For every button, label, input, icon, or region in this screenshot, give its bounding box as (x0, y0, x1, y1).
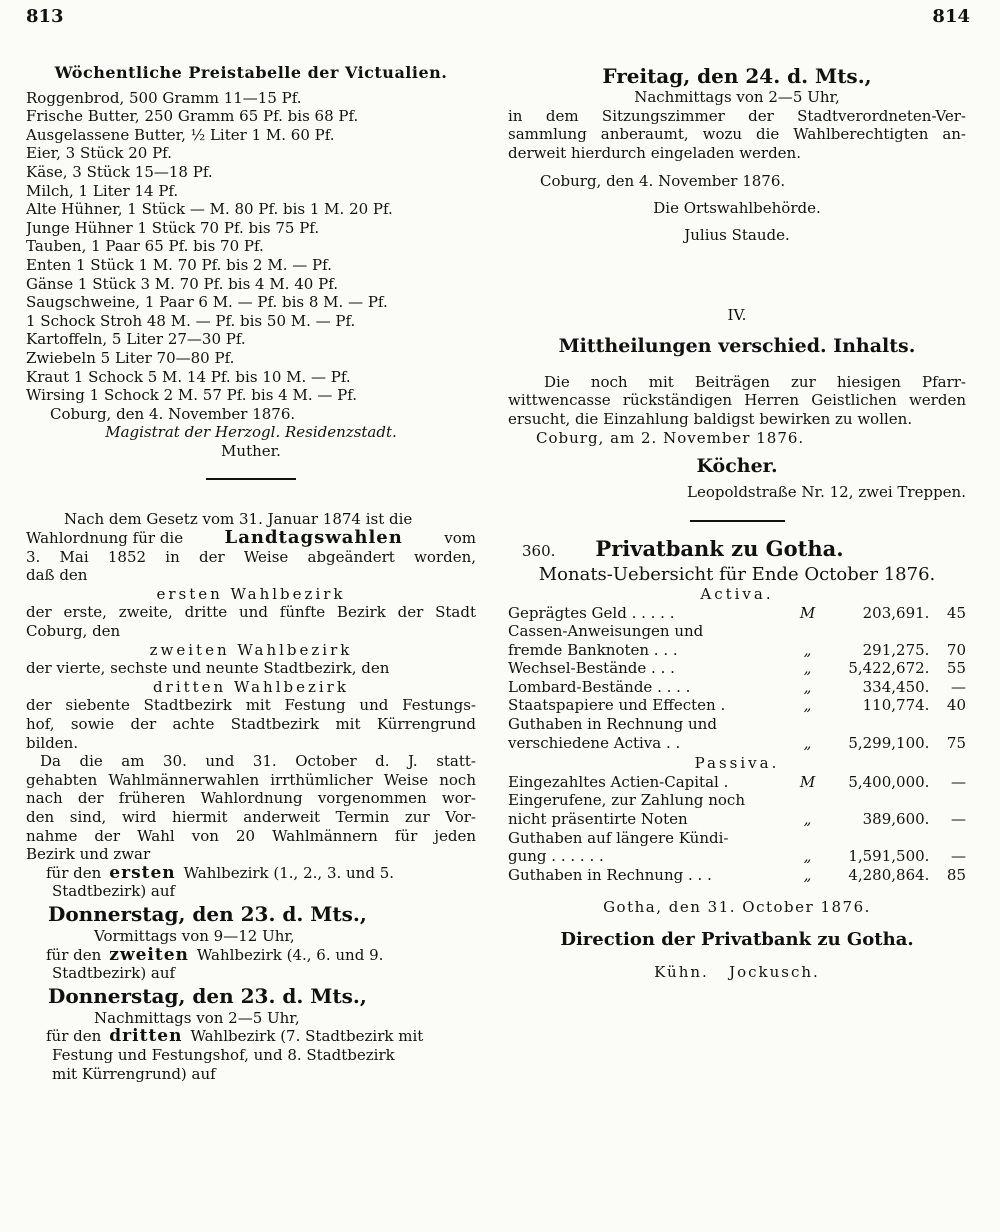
price-table-heading: Wöchentliche Preistabelle der Victualien. (54, 63, 448, 82)
balance-label: fremde Banknoten . . . (508, 640, 678, 659)
balance-row (508, 641, 966, 660)
balance-amount: 5,299,100. (848, 733, 930, 752)
balance-label: verschiedene Activa . . (508, 733, 681, 752)
election-text: der siebente Stadtbezirk mit Festung und Festungs- (26, 696, 476, 715)
election-time: Nachmittags von 2—5 Uhr, (634, 88, 840, 106)
election-text: vom (444, 529, 476, 548)
price-item: Kartoffeln, 5 Liter 27—30 Pf. (26, 330, 246, 349)
election-text: der erste, zweite, dritte und fünfte Bezirk der Stadt (26, 603, 476, 622)
election-text: Nach dem Gesetz vom 31. Januar 1874 ist die (64, 510, 413, 529)
balance-amount: 110,774. (862, 696, 930, 715)
election-text: Coburg, den (26, 622, 121, 641)
balance-label: Cassen-Anweisungen und (508, 622, 704, 641)
balance-cents: — (951, 677, 966, 696)
right-column (508, 64, 966, 982)
balance-amount: 334,450. (862, 677, 930, 696)
balance-row (508, 715, 966, 734)
election-text: gehabten Wahlmännerwahlen irrthümlicher Weise noch (26, 770, 476, 789)
balance-amount (823, 791, 930, 810)
price-signer: Muther. (221, 441, 281, 460)
left-column (26, 64, 476, 1083)
election-text: bilden. (26, 733, 79, 752)
balance-row (508, 678, 966, 697)
activa-label: Activa. (700, 584, 774, 603)
balance-label: gung . . . . . . (508, 847, 604, 866)
district-heading: zweiten Wahlbezirk (149, 640, 353, 659)
bank-signers: Kühn. Jockusch. (654, 963, 820, 981)
balance-currency (792, 622, 822, 641)
election-text: sammlung anberaumt, wozu die Wahlberechtigten an- (508, 125, 966, 144)
election-text: in dem Sitzungszimmer der Stadtverordneten-Ver- (508, 106, 966, 125)
balance-cents: — (951, 772, 966, 791)
price-item: Junge Hühner 1 Stück 70 Pf. bis 75 Pf. (26, 218, 320, 237)
election-text: daß den (26, 566, 88, 585)
district-heading: ersten Wahlbezirk (156, 584, 346, 603)
balance-label: Lombard-Bestände . . . . (508, 677, 691, 696)
election-text: den sind, wird hiermit anderweit Termin zur Vor- (26, 807, 476, 826)
section-number: IV. (727, 306, 747, 325)
balance-amount: 1,591,500. (848, 847, 930, 866)
election-keyword: Landtagswahlen (224, 529, 403, 548)
election-text: hof, sowie der achte Stadtbezirk mit Kürrengrund (26, 715, 476, 733)
election-text: Stadtbezirk) auf (52, 964, 176, 983)
balance-row (508, 810, 966, 829)
notice-address: Leopoldstraße Nr. 12, zwei Treppen. (687, 483, 966, 502)
balance-currency: „ (803, 865, 812, 884)
bank-name: Privatbank zu Gotha. (595, 539, 844, 561)
balance-cents (929, 791, 966, 810)
price-item: 1 Schock Stroh 48 M. — Pf. bis 50 M. — Pf. (26, 311, 356, 330)
balance-currency: M (799, 603, 816, 622)
balance-label: Eingezahltes Actien-Capital . (508, 772, 729, 791)
balance-cents: — (951, 847, 966, 866)
balance-currency: „ (803, 733, 812, 752)
balance-row (508, 847, 966, 866)
district-heading: dritten Wahlbezirk (153, 677, 349, 696)
balance-row (508, 829, 966, 848)
price-item: Enten 1 Stück 1 M. 70 Pf. bis 2 M. — Pf. (26, 255, 332, 274)
bank-number: 360. (522, 541, 556, 560)
balance-amount: 4,280,864. (848, 865, 930, 884)
balance-cents: 55 (946, 659, 966, 678)
balance-row (508, 622, 966, 641)
district-line (26, 1027, 476, 1046)
balance-row (508, 734, 966, 753)
notice-text: wittwencasse rückständigen Herren Geistlichen werden (508, 391, 966, 410)
election-keyword: ersten (109, 863, 176, 883)
election-date-heading: Donnerstag, den 23. d. Mts., (48, 901, 367, 926)
section-title: Mittheilungen verschied. Inhalts. (558, 334, 916, 357)
price-item: Saugschweine, 1 Paar 6 M. — Pf. bis 8 M. — Pf. (26, 293, 388, 312)
balance-amount: 291,275. (862, 640, 930, 659)
price-item: Milch, 1 Liter 14 Pf. (26, 181, 179, 200)
balance-currency: „ (803, 640, 812, 659)
election-signer: Julius Staude. (684, 225, 790, 244)
election-time: Vormittags von 9—12 Uhr, (94, 926, 295, 945)
election-text: Wahlbezirk (1., 2., 3. und 5. (183, 863, 395, 882)
bank-direction: Direction der Privatbank zu Gotha. (560, 929, 914, 950)
price-item: Roggenbrod, 500 Gramm 11—15 Pf. (26, 88, 302, 107)
election-text: derweit hierdurch eingeladen werden. (508, 143, 801, 162)
balance-currency: „ (803, 677, 812, 696)
election-text: für den (46, 863, 102, 882)
price-item: Kraut 1 Schock 5 M. 14 Pf. bis 10 M. — Pf. (26, 367, 351, 386)
balance-cents: 75 (946, 733, 966, 752)
balance-currency: M (799, 772, 816, 791)
bank-date: Gotha, den 31. October 1876. (603, 898, 871, 917)
election-text: Wahlordnung für die (26, 529, 184, 548)
balance-currency: „ (803, 847, 812, 866)
balance-amount: 5,422,672. (848, 659, 930, 678)
balance-row (508, 866, 966, 885)
balance-cents: 40 (946, 696, 966, 715)
balance-cents (929, 715, 966, 734)
election-authority: Die Ortswahlbehörde. (653, 198, 821, 217)
activa-table (508, 604, 966, 753)
balance-currency (792, 829, 822, 848)
page-number-left: 813 (26, 6, 64, 27)
balance-amount: 5,400,000. (848, 772, 930, 791)
notice-signer: Köcher. (696, 455, 778, 478)
notice-text: ersucht, die Einzahlung baldigst bewirken zu wollen. (508, 409, 913, 428)
balance-label: Guthaben in Rechnung und (508, 715, 717, 734)
balance-cents: 45 (946, 603, 966, 622)
election-text: für den (46, 945, 102, 964)
election-text: Bezirk und zwar (26, 845, 151, 864)
election-text: Stadtbezirk) auf (52, 882, 176, 901)
price-item: Zwiebeln 5 Liter 70—80 Pf. (26, 348, 235, 367)
election-text: Festung und Festungshof, und 8. Stadtbezirk (52, 1045, 395, 1064)
balance-currency (792, 791, 822, 810)
balance-cents (929, 829, 966, 848)
page-number-right: 814 (932, 6, 970, 27)
passiva-table (508, 773, 966, 885)
balance-amount: 203,691. (862, 603, 930, 622)
balance-currency: „ (803, 659, 812, 678)
notice-text: Die noch mit Beiträgen zur hiesigen Pfarr- (544, 372, 966, 391)
balance-amount: 389,600. (862, 810, 930, 829)
balance-label: Eingerufene, zur Zahlung noch (508, 791, 745, 810)
election-text: Wahlbezirk (7. Stadtbezirk mit (190, 1027, 424, 1046)
election-time: Nachmittags von 2—5 Uhr, (94, 1008, 300, 1027)
balance-row (508, 659, 966, 678)
balance-cents: — (951, 810, 966, 829)
balance-label: Wechsel-Bestände . . . (508, 659, 675, 678)
election-text: nach der früheren Wahlordnung vorgenommen wor- (26, 789, 476, 808)
balance-row (508, 773, 966, 792)
balance-label: Guthaben in Rechnung . . . (508, 865, 712, 884)
price-item: Gänse 1 Stück 3 M. 70 Pf. bis 4 M. 40 Pf. (26, 274, 338, 293)
balance-currency (792, 715, 822, 734)
price-item: Eier, 3 Stück 20 Pf. (26, 144, 172, 163)
balance-amount (823, 715, 930, 734)
notice-date: Coburg, am 2. November 1876. (536, 428, 805, 447)
balance-currency: „ (803, 810, 812, 829)
price-item: Alte Hühner, 1 Stück — M. 80 Pf. bis 1 M. 20 Pf. (26, 200, 393, 219)
election-date-heading: Donnerstag, den 23. d. Mts., (48, 983, 367, 1008)
balance-label: Staatspapiere und Effecten . (508, 696, 726, 715)
balance-label: nicht präsentirte Noten (508, 810, 688, 829)
bank-title-line (508, 540, 966, 561)
price-item: Käse, 3 Stück 15—18 Pf. (26, 162, 213, 181)
election-date: Coburg, den 4. November 1876. (540, 172, 786, 191)
election-text: nahme der Wahl von 20 Wahlmännern für jeden (26, 826, 476, 845)
balance-amount (823, 829, 930, 848)
district-line (26, 946, 476, 965)
price-item: Frische Butter, 250 Gramm 65 Pf. bis 68 Pf. (26, 107, 359, 126)
balance-cents: 70 (946, 640, 966, 659)
election-text: für den (46, 1027, 102, 1046)
balance-label: Geprägtes Geld . . . . . (508, 603, 675, 622)
balance-cents (929, 622, 966, 641)
election-keyword: dritten (109, 1027, 183, 1046)
balance-cents: 85 (946, 865, 966, 884)
election-keyword: zweiten (109, 945, 189, 965)
price-authority: Magistrat der Herzogl. Residenzstadt. (105, 423, 397, 442)
balance-currency: „ (803, 696, 812, 715)
election-text: Da die am 30. und 31. October d. J. statt- (40, 752, 476, 771)
balance-row (508, 604, 966, 623)
election-date-heading: Freitag, den 24. d. Mts., (602, 64, 872, 88)
district-line (26, 864, 476, 883)
election-text: der vierte, sechste und neunte Stadtbezirk, den (26, 659, 390, 678)
balance-row (508, 696, 966, 715)
price-item: Ausgelassene Butter, ½ Liter 1 M. 60 Pf. (26, 125, 335, 144)
balance-label: Guthaben auf längere Kündi- (508, 828, 729, 847)
price-item: Wirsing 1 Schock 2 M. 57 Pf. bis 4 M. — Pf. (26, 386, 358, 405)
election-text: Wahlbezirk (4., 6. und 9. (196, 945, 384, 964)
bank-subtitle: Monats-Uebersicht für Ende October 1876. (538, 566, 936, 585)
passiva-label: Passiva. (694, 754, 780, 773)
price-date: Coburg, den 4. November 1876. (50, 404, 296, 423)
price-item: Tauben, 1 Paar 65 Pf. bis 70 Pf. (26, 237, 264, 256)
balance-amount (823, 622, 930, 641)
election-text: 3. Mai 1852 in der Weise abgeändert worden, (26, 547, 476, 566)
election-line (26, 529, 476, 548)
election-text: mit Kürrengrund) auf (52, 1064, 216, 1083)
balance-row (508, 791, 966, 810)
